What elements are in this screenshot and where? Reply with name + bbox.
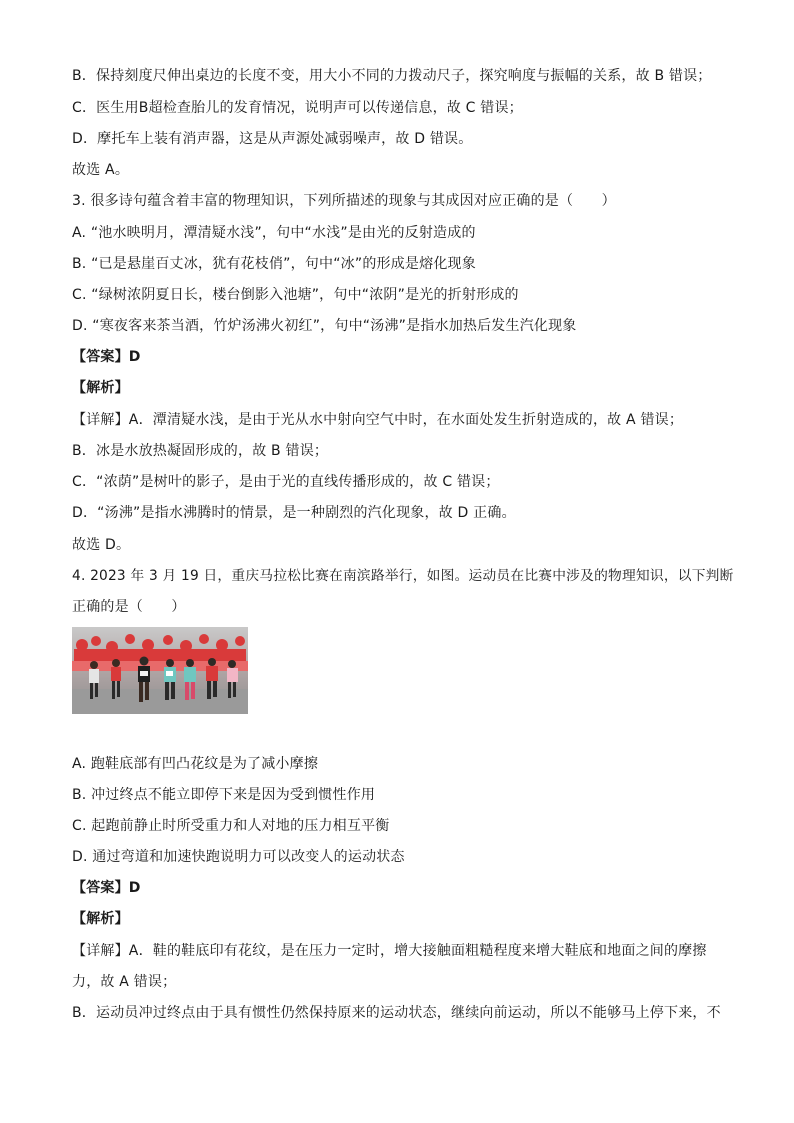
text-line: B．保持刻度尺伸出桌边的长度不变，用大小不同的力拨动尺子，探究响度与振幅的关系，故 B 错误；: [72, 68, 712, 84]
question-3-option-c: C. “绿树浓阴夏日长，楼台倒影入池塘”，句中“浓阴”是光的折射形成的: [72, 287, 519, 303]
question-3-option-b: B. “已是悬崖百丈冰，犹有花枝俏”，句中“冰”的形成是熔化现象: [72, 256, 476, 272]
question-3-analysis-heading: 【解析】: [72, 380, 129, 396]
marathon-photo: [72, 627, 248, 714]
text-line: D．摩托车上装有消声器，这是从声源处减弱噪声，故 D 错误。: [72, 131, 473, 147]
question-3-option-d: D. “寒夜客来茶当酒，竹炉汤沸火初红”，句中“汤沸”是指水加热后发生汽化现象: [72, 318, 577, 334]
question-3-selection: 故选 D。: [72, 537, 131, 553]
text-line: 故选 A。: [72, 162, 130, 178]
question-3-detail-d: D．“汤沸”是指水沸腾时的情景，是一种剧烈的汽化现象，故 D 正确。: [72, 505, 516, 521]
question-4-detail-b: B．运动员冲过终点由于具有惯性仍然保持原来的运动状态，继续向前运动，所以不能够马上停下来，不: [72, 1005, 721, 1021]
question-4-option-a: A. 跑鞋底部有凹凸花纹是为了减小摩擦: [72, 756, 319, 772]
question-4-detail-a-continued: 力，故 A 错误；: [72, 974, 177, 990]
question-3-option-a: A. “池水映明月，潭清疑水浅”，句中“水浅”是由光的反射造成的: [72, 225, 476, 241]
question-4-analysis-heading: 【解析】: [72, 911, 129, 927]
question-3-stem: 3. 很多诗句蕴含着丰富的物理知识，下列所描述的现象与其成因对应正确的是（ ）: [72, 193, 616, 209]
question-4-stem-continued: 正确的是（ ）: [72, 599, 186, 615]
question-4-option-b: B. 冲过终点不能立即停下来是因为受到惯性作用: [72, 787, 376, 803]
question-4-answer: 【答案】D: [72, 880, 141, 896]
question-4-option-d: D. 通过弯道和加速快跑说明力可以改变人的运动状态: [72, 849, 405, 865]
question-4-stem: 4. 2023 年 3 月 19 日，重庆马拉松比赛在南滨路举行，如图。运动员在比赛中涉及的物理知识，以下判断: [72, 568, 734, 584]
question-3-detail-b: B．冰是水放热凝固形成的，故 B 错误；: [72, 443, 329, 459]
question-4-detail-a: 【详解】A．鞋的鞋底印有花纹，是在压力一定时，增大接触面粗糙程度来增大鞋底和地面之间的摩擦: [72, 943, 707, 959]
text-line: C．医生用B超检查胎儿的发育情况，说明声可以传递信息，故 C 错误；: [72, 100, 523, 116]
question-3-detail-c: C．“浓荫”是树叶的影子，是由于光的直线传播形成的，故 C 错误；: [72, 474, 500, 490]
question-4-option-c: C. 起跑前静止时所受重力和人对地的压力相互平衡: [72, 818, 390, 834]
question-3-answer: 【答案】D: [72, 349, 141, 365]
question-3-detail-a: 【详解】A．潭清疑水浅，是由于光从水中射向空气中时，在水面处发生折射造成的，故 A 错误；: [72, 412, 684, 428]
